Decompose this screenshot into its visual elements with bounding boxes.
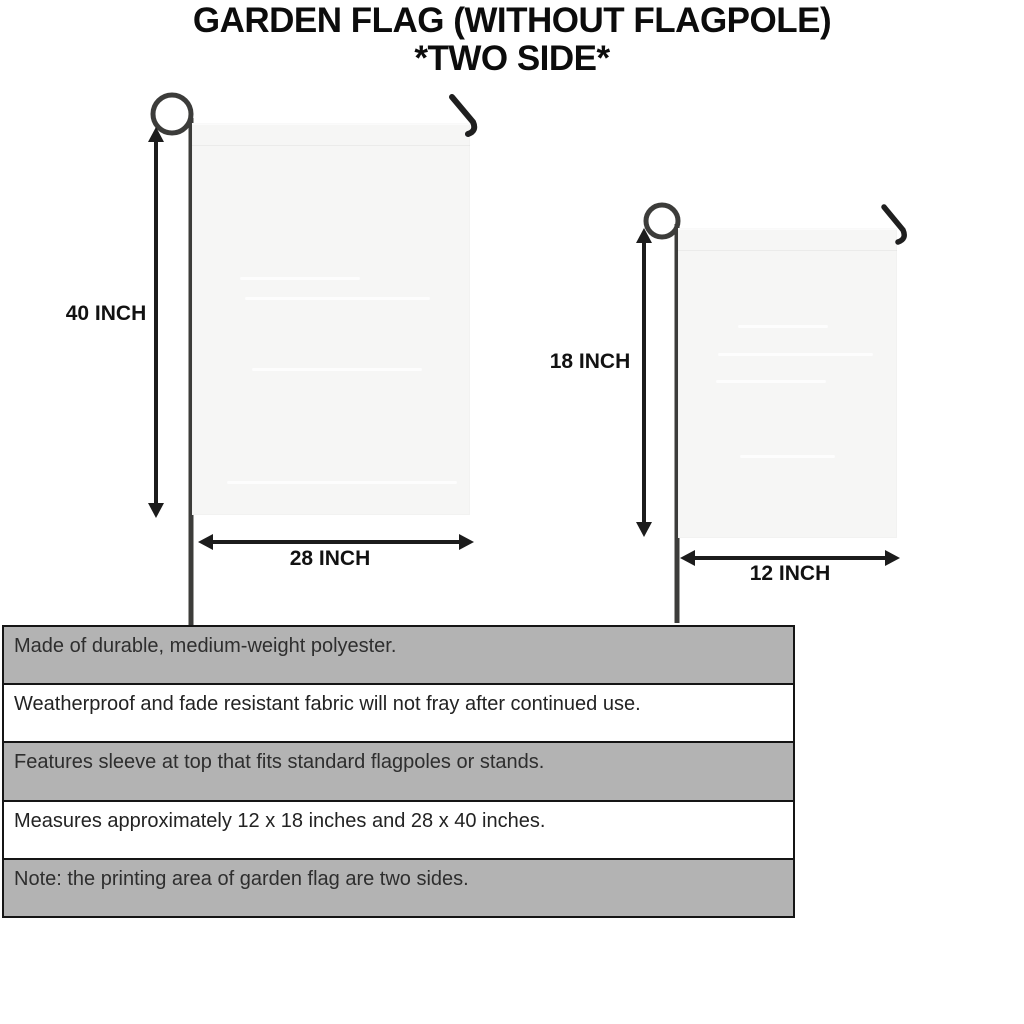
fabric-sheen xyxy=(227,481,457,484)
hanger-hook-icon xyxy=(880,203,912,245)
width-dimension-arrow-large xyxy=(198,540,474,544)
feature-row-weatherproof: Weatherproof and fade resistant fabric will not fray after continued use. xyxy=(4,683,793,741)
small-flag-canvas xyxy=(678,228,897,538)
feature-row-measures: Measures approximately 12 x 18 inches and 28 x 40 inches. xyxy=(4,800,793,858)
fabric-sheen xyxy=(738,325,828,328)
fabric-sheen xyxy=(252,368,422,371)
title-line-1: GARDEN FLAG (WITHOUT FLAGPOLE) xyxy=(192,1,832,40)
fabric-sheen xyxy=(245,297,430,300)
large-flag-canvas xyxy=(192,123,470,515)
fabric-sheen xyxy=(718,353,873,356)
feature-row-sleeve: Features sleeve at top that fits standard flagpoles or stands. xyxy=(4,741,793,799)
height-dimension-arrow-large xyxy=(154,127,158,518)
feature-table xyxy=(2,625,795,918)
fabric-sheen xyxy=(240,277,360,280)
height-dimension-label-large: 40 INCH xyxy=(65,302,147,325)
fabric-sheen xyxy=(740,455,835,458)
flag-sleeve-seam xyxy=(192,145,470,146)
feature-row-note: Note: the printing area of garden flag are two sides. xyxy=(4,858,793,916)
page-title xyxy=(0,2,1024,78)
height-dimension-label-small: 18 INCH xyxy=(549,350,631,373)
width-dimension-label-small: 12 INCH xyxy=(749,562,831,585)
fabric-sheen xyxy=(716,380,826,383)
width-dimension-label-large: 28 INCH xyxy=(289,547,371,570)
feature-row-material: Made of durable, medium-weight polyester. xyxy=(4,627,793,683)
hanger-hook-icon xyxy=(448,92,482,138)
title-line-2: *TWO SIDE* xyxy=(414,39,610,78)
flag-sleeve-seam xyxy=(678,250,897,251)
height-dimension-arrow-small xyxy=(642,228,646,537)
width-dimension-arrow-small xyxy=(680,556,900,560)
